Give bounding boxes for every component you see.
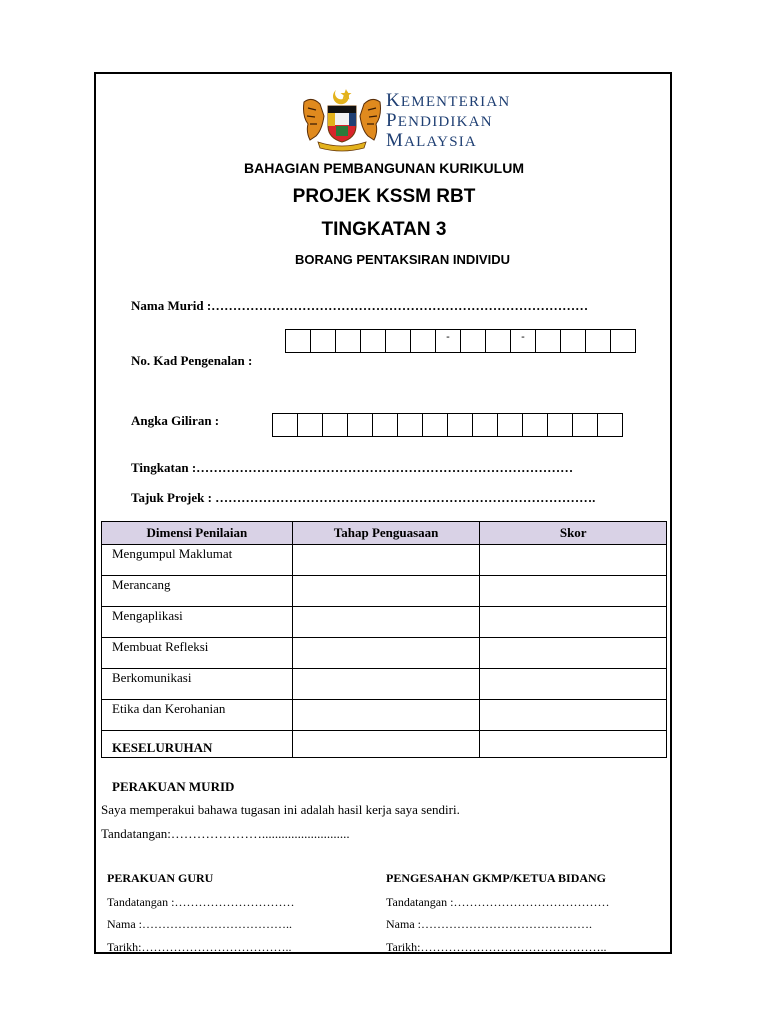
dimension-label: Etika dan Kerohanian — [102, 700, 293, 731]
dimension-label: Membuat Refleksi — [102, 638, 293, 669]
score-cell[interactable] — [480, 576, 667, 607]
score-cell[interactable] — [480, 545, 667, 576]
dimension-label: Merancang — [102, 576, 293, 607]
teacher-signature-field[interactable]: Tandatangan :………………………… — [107, 895, 295, 909]
ministry-name-line-3-cap: M — [386, 130, 405, 151]
table-row — [102, 638, 667, 669]
malaysia-coat-of-arms-icon — [298, 86, 386, 152]
header-dimension: Dimensi Penilaian — [102, 522, 293, 545]
assessment-table — [101, 521, 667, 758]
score-cell[interactable] — [480, 700, 667, 731]
ministry-name-line-1-rest: EMENTERIAN — [400, 94, 511, 110]
roll-cell[interactable] — [422, 413, 448, 437]
ic-cell[interactable] — [560, 329, 586, 353]
mastery-level-cell[interactable] — [292, 576, 480, 607]
header-mastery-level: Tahap Penguasaan — [292, 522, 480, 545]
head-name-field[interactable]: Nama :……………………………………. — [386, 917, 592, 931]
roll-cell[interactable] — [497, 413, 523, 437]
student-declaration-statement: Saya memperakui bahawa tugasan ini adalah hasil kerja saya sendiri. — [101, 802, 460, 817]
dimension-label: Mengumpul Maklumat — [102, 545, 293, 576]
roll-cell[interactable] — [297, 413, 323, 437]
roll-cell[interactable] — [272, 413, 298, 437]
ministry-name-line-2-cap: P — [386, 110, 398, 131]
mastery-level-cell[interactable] — [292, 700, 480, 731]
mastery-level-cell[interactable] — [292, 607, 480, 638]
ic-cell[interactable] — [385, 329, 411, 353]
ministry-name-line-2-rest: ENDIDIKAN — [397, 114, 493, 130]
ic-number-label: No. Kad Pengenalan : — [131, 353, 253, 368]
table-row-total — [102, 731, 667, 758]
roll-cell[interactable] — [447, 413, 473, 437]
roll-cell[interactable] — [372, 413, 398, 437]
ic-cell[interactable] — [610, 329, 636, 353]
project-title-field[interactable]: Tajuk Projek : ……………………………………………………………………………. — [131, 490, 596, 505]
ministry-name-line-3 — [386, 130, 477, 152]
dimension-label: Berkomunikasi — [102, 669, 293, 700]
form-level-title: TINGKATAN 3 — [321, 219, 447, 240]
student-signature-field[interactable]: Tandatangan:…………………........................... — [101, 826, 350, 841]
ic-cell-separator: - — [510, 329, 536, 353]
assessment-table-header — [102, 522, 667, 545]
form-class-field[interactable]: Tingkatan :…………………………………………………………………………… — [131, 460, 574, 475]
table-row — [102, 545, 667, 576]
table-row — [102, 669, 667, 700]
roll-cell[interactable] — [572, 413, 598, 437]
roll-cell[interactable] — [547, 413, 573, 437]
form-name-title: BORANG PENTAKSIRAN INDIVIDU — [295, 252, 510, 267]
dimension-label: Mengaplikasi — [102, 607, 293, 638]
student-declaration-title: PERAKUAN MURID — [112, 779, 235, 794]
head-date-field[interactable]: Tarikh:……………………………………….. — [386, 940, 607, 954]
teacher-date-field[interactable]: Tarikh:……………………………….. — [107, 940, 292, 954]
total-mastery-cell[interactable] — [292, 731, 480, 758]
ic-cell[interactable] — [335, 329, 361, 353]
roll-cell[interactable] — [322, 413, 348, 437]
table-row — [102, 576, 667, 607]
mastery-level-cell[interactable] — [292, 669, 480, 700]
roll-number-boxes[interactable] — [272, 413, 623, 438]
ic-cell[interactable] — [410, 329, 436, 353]
teacher-name-field[interactable]: Nama :……………………………….. — [107, 917, 292, 931]
roll-cell[interactable] — [397, 413, 423, 437]
student-name-field[interactable]: Nama Murid :…………………………………………………………………………… — [131, 298, 589, 313]
total-label: KESELURUHAN — [102, 731, 293, 758]
teacher-declaration-title: PERAKUAN GURU — [107, 871, 214, 885]
project-title: PROJEK KSSM RBT — [292, 186, 476, 207]
ministry-name-line-2 — [386, 110, 493, 132]
roll-cell[interactable] — [347, 413, 373, 437]
roll-cell[interactable] — [472, 413, 498, 437]
table-row — [102, 700, 667, 731]
ministry-name-line-1-cap: K — [386, 90, 401, 111]
ic-cell[interactable] — [535, 329, 561, 353]
ic-cell[interactable] — [460, 329, 486, 353]
roll-number-label: Angka Giliran : — [131, 413, 220, 428]
head-declaration-title: PENGESAHAN GKMP/KETUA BIDANG — [386, 871, 607, 885]
header-score: Skor — [480, 522, 667, 545]
ic-cell[interactable] — [310, 329, 336, 353]
score-cell[interactable] — [480, 638, 667, 669]
ic-cell-separator: - — [435, 329, 461, 353]
mastery-level-cell[interactable] — [292, 638, 480, 669]
ic-cell[interactable] — [585, 329, 611, 353]
score-cell[interactable] — [480, 607, 667, 638]
ic-cell[interactable] — [285, 329, 311, 353]
ic-number-boxes[interactable] — [285, 329, 636, 354]
head-signature-field[interactable]: Tandatangan :………………………………… — [386, 895, 610, 909]
ic-cell[interactable] — [360, 329, 386, 353]
roll-cell[interactable] — [597, 413, 623, 437]
table-row — [102, 607, 667, 638]
total-score-cell[interactable] — [480, 731, 667, 758]
ic-cell[interactable] — [485, 329, 511, 353]
division-title: BAHAGIAN PEMBANGUNAN KURIKULUM — [244, 160, 524, 176]
mastery-level-cell[interactable] — [292, 545, 480, 576]
ministry-name-line-3-rest: ALAYSIA — [404, 134, 477, 150]
roll-cell[interactable] — [522, 413, 548, 437]
ministry-name-line-1 — [386, 90, 510, 112]
score-cell[interactable] — [480, 669, 667, 700]
